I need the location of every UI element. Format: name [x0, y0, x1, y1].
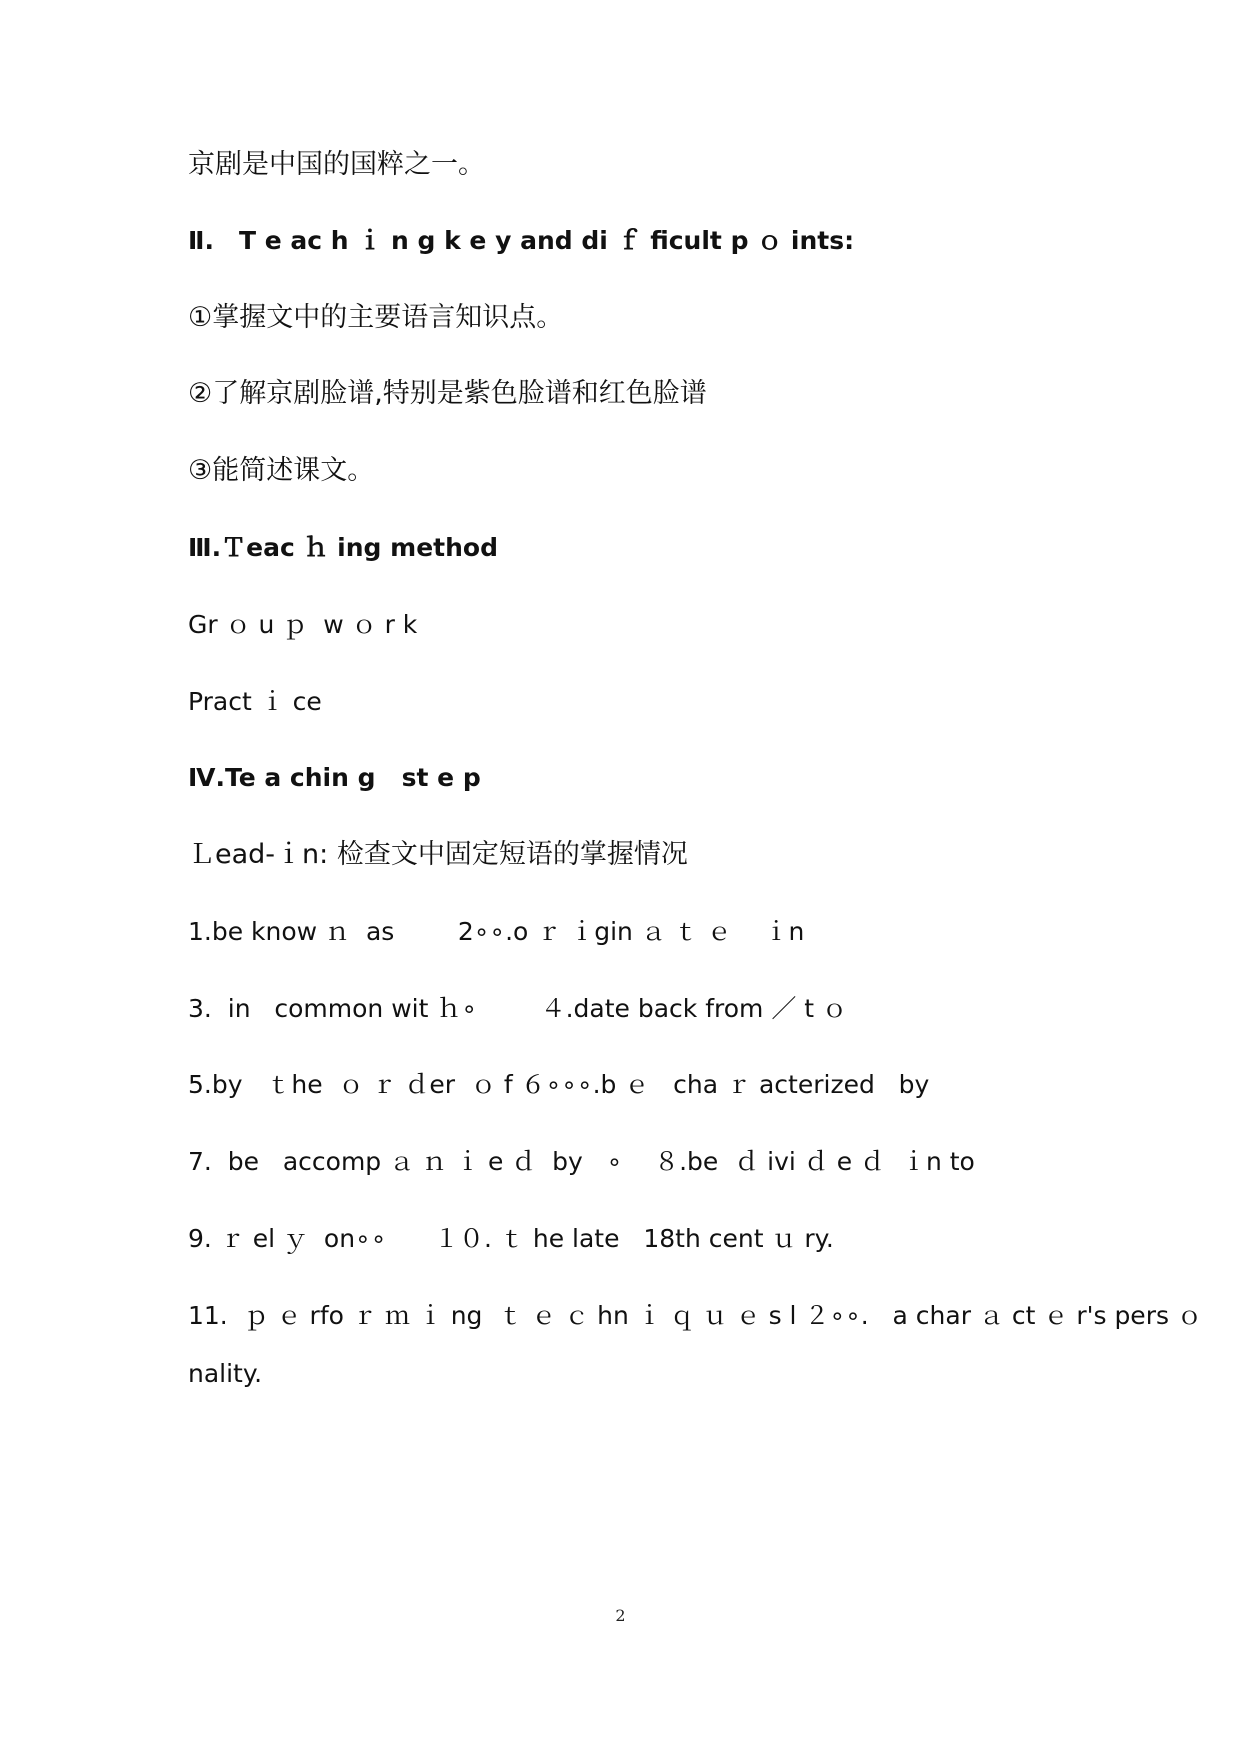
intro-sentence: 京剧是中国的国粹之一。: [188, 149, 485, 180]
phrase-row-6: 11. ｐ ｅ rfo ｒ ｍ ｉ ng ｔ ｅ ｃ hn ｉ ｑ ｕ ｅ s l ２∘∘. a char ａ ct ｅ r's pers ｏ: [188, 1301, 1202, 1330]
page-number: 2: [615, 1606, 626, 1625]
phrase-row-1: 1.be know ｎ as 2∘∘.o ｒ ｉgin ａ ｔ ｅ ｉn: [188, 917, 805, 946]
lead-in-line: Ｌead-ｉn: 检查文中固定短语的掌握情况: [188, 839, 688, 870]
phrase-row-4: 7. be accomp ａ ｎ ｉ e ｄ by ∘ ８.be ｄ ivi ｄ e ｄ ｉn to: [188, 1147, 975, 1176]
key-point-3: ③能简述课文。: [188, 455, 375, 486]
key-point-1: ①掌握文中的主要语言知识点。: [188, 302, 564, 333]
phrase-row-6-continued: nality.: [188, 1359, 263, 1388]
section-heading-key-points: Ⅱ. T e ac h ｉ n g k e y and di ｆ ficult p ｏ ints:: [188, 226, 855, 255]
section-heading-steps: Ⅳ.Te a chin g st e p: [188, 763, 481, 792]
phrase-row-5: 9. ｒ el ｙ on∘∘ １０. ｔ he late 18th cent ｕ ry.: [188, 1224, 834, 1253]
phrase-row-2: 3. in common wit ｈ∘ ４.date back from ／ t ｏ: [188, 994, 848, 1023]
key-point-2: ②了解京剧脸谱,特别是紫色脸谱和红色脸谱: [188, 378, 707, 409]
section-heading-method: Ⅲ.Ｔeac ｈ ing method: [188, 533, 498, 562]
phrase-row-3: 5.by ｔhe ｏ ｒ ｄer ｏ f ６∘∘∘.b ｅ cha ｒ acterized by: [188, 1070, 930, 1099]
method-item-practice: Pract ｉ ce: [188, 687, 322, 716]
method-item-group-work: Gr ｏ u ｐ w ｏ r k: [188, 610, 418, 639]
